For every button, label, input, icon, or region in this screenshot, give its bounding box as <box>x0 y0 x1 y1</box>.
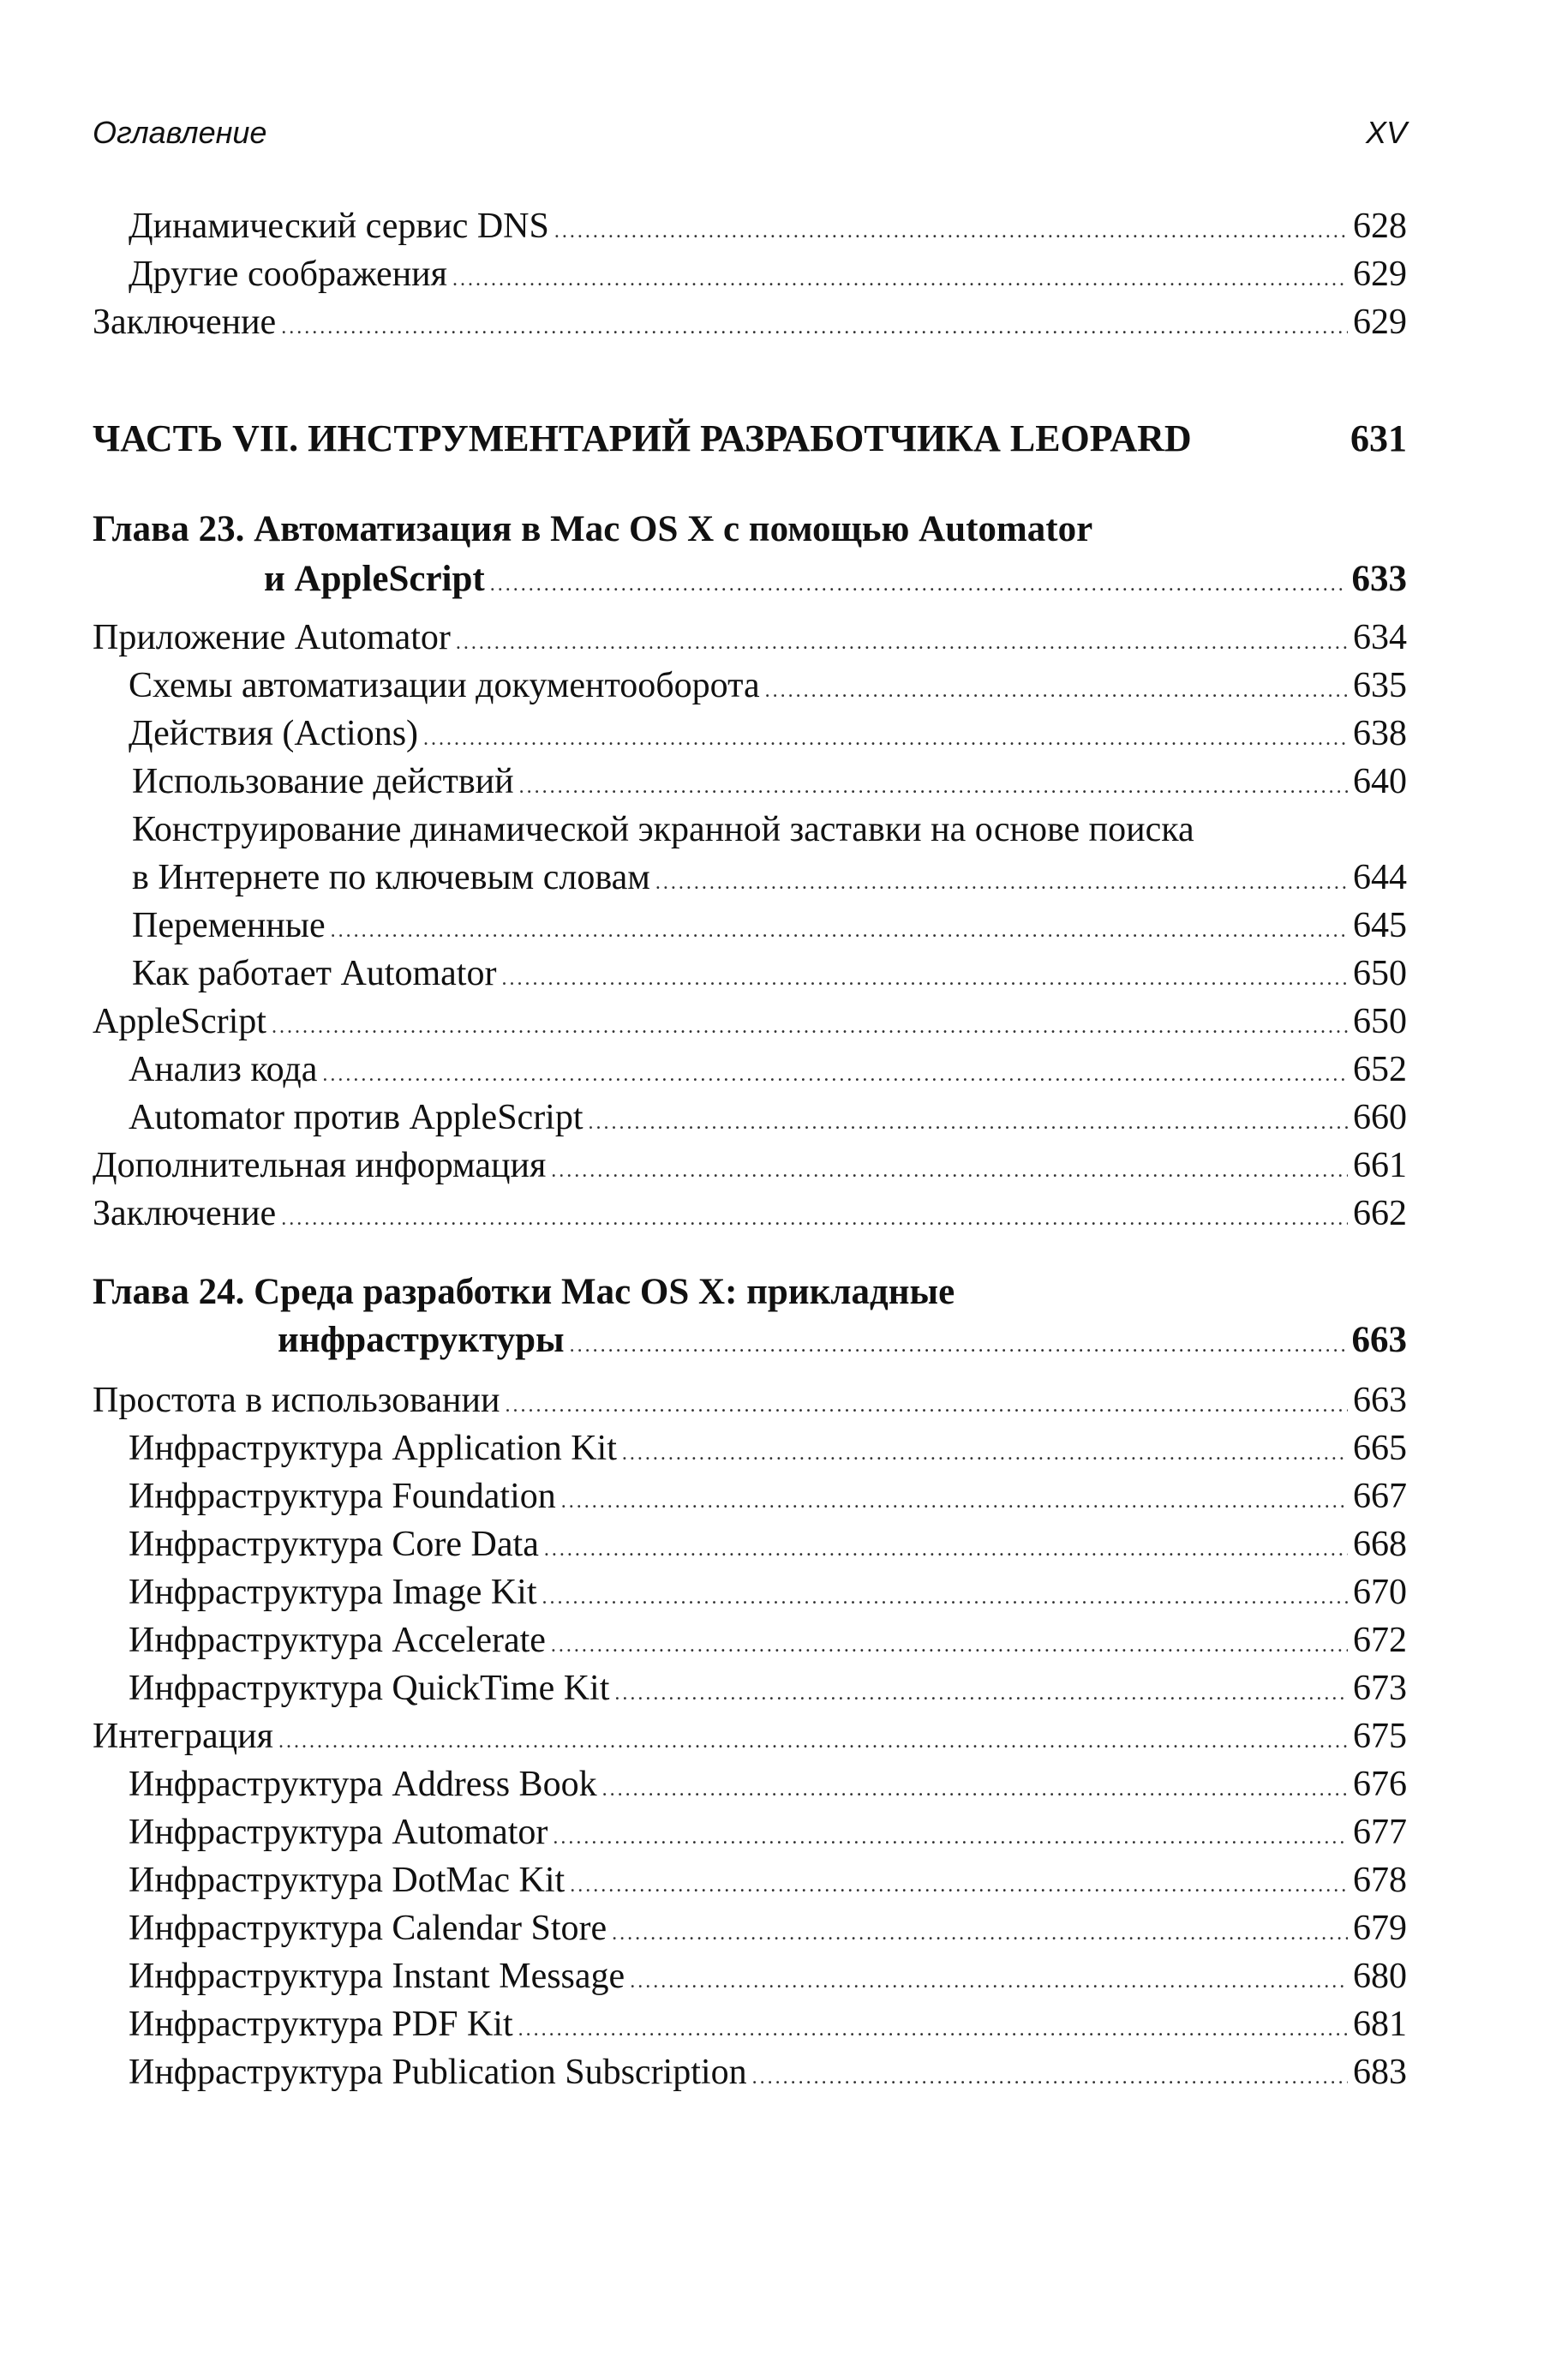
toc-entry-title: Действия (Actions) <box>129 714 419 753</box>
leader-dots <box>501 950 1348 1003</box>
toc-entry[interactable] <box>93 1808 1407 1856</box>
leader-dots <box>544 1520 1348 1574</box>
leader-dots <box>752 2048 1348 2101</box>
toc-entry[interactable] <box>93 1568 1407 1616</box>
toc-entry-page: 634 <box>1353 618 1407 657</box>
toc-entry-wrapped[interactable] <box>93 806 1407 854</box>
toc-entry-page: 640 <box>1353 762 1407 801</box>
leader-dots <box>553 1808 1348 1861</box>
toc-entry[interactable] <box>93 1376 1407 1424</box>
leader-dots <box>281 1190 1348 1243</box>
toc-entry-page: 652 <box>1353 1050 1407 1089</box>
leader-dots <box>622 1424 1348 1478</box>
chapter-24-title-cont: инфраструктуры <box>278 1320 565 1360</box>
chapter-23-page: 633 <box>1351 559 1407 599</box>
toc-entry-page: 672 <box>1353 1621 1407 1660</box>
toc-entry[interactable] <box>93 1664 1407 1712</box>
toc-entry-title: Инфраструктура Automator <box>129 1813 548 1852</box>
toc-entry[interactable] <box>93 1520 1407 1568</box>
running-head <box>93 115 1407 163</box>
toc-entry-title: Инфраструктура Instant Message <box>129 1957 625 1996</box>
toc-entry-title: AppleScript <box>93 1002 266 1041</box>
leader-dots <box>452 250 1348 303</box>
toc-entry-title: Другие соображения <box>129 255 447 294</box>
toc-entry-page: 629 <box>1353 255 1407 294</box>
leader-dots <box>614 1664 1348 1718</box>
part-page: 631 <box>1350 417 1407 459</box>
chapter-23-title-cont: и AppleScript <box>264 559 485 599</box>
leader-dots <box>561 1472 1348 1526</box>
toc-entry-title: Инфраструктура QuickTime Kit <box>129 1669 610 1708</box>
toc-entry[interactable] <box>93 902 1407 950</box>
toc-entry-page: 667 <box>1353 1477 1407 1516</box>
leader-dots <box>490 554 1347 610</box>
toc-entry-page: 678 <box>1353 1861 1407 1900</box>
toc-entry-title: Конструирование динамической экранной заставки на основе поиска <box>132 810 1194 849</box>
toc-entry[interactable] <box>93 614 1407 662</box>
toc-entry[interactable] <box>93 1616 1407 1664</box>
toc-entry-title: Инфраструктура Accelerate <box>129 1621 546 1660</box>
leader-dots <box>456 614 1348 667</box>
leader-dots <box>322 1046 1348 1099</box>
toc-entry-page: 645 <box>1353 906 1407 945</box>
toc-entry-title: Заключение <box>93 1194 277 1233</box>
toc-entry[interactable] <box>93 1046 1407 1094</box>
toc-entry-title: Как работает Automator <box>132 954 497 993</box>
toc-entry-page: 680 <box>1353 1957 1407 1996</box>
leader-dots <box>655 854 1348 907</box>
chapter-24-heading-line2[interactable] <box>93 1315 1407 1366</box>
toc-entry[interactable] <box>93 1094 1407 1142</box>
toc-entry[interactable] <box>93 1142 1407 1190</box>
toc-entry[interactable] <box>93 2048 1407 2096</box>
toc-entry-title: Переменные <box>132 906 326 945</box>
toc-entry-title: Приложение Automator <box>93 618 451 657</box>
toc-entry-title: Интеграция <box>93 1717 273 1756</box>
leader-dots <box>505 1376 1348 1430</box>
leader-dots <box>423 710 1348 763</box>
toc-entry-page: 635 <box>1353 666 1407 705</box>
toc-entry[interactable] <box>93 710 1407 758</box>
leader-dots <box>630 1952 1348 2005</box>
toc-entry-title: Использование действий <box>132 762 514 801</box>
toc-entry-title: Инфраструктура Address Book <box>129 1765 597 1804</box>
toc-entry-page: 638 <box>1353 714 1407 753</box>
chapter-23-heading-line2[interactable] <box>93 554 1407 605</box>
toc-entry-page: 661 <box>1353 1146 1407 1185</box>
toc-entry-page: 662 <box>1353 1194 1407 1233</box>
toc-entry-title: Простота в использовании <box>93 1381 500 1420</box>
toc-entry-title: Инфраструктура PDF Kit <box>129 2005 513 2044</box>
toc-entry[interactable] <box>93 202 1407 250</box>
leader-dots <box>570 1315 1347 1371</box>
running-head-title: Оглавление <box>93 115 267 150</box>
leader-dots <box>589 1094 1348 1147</box>
part-title: ЧАСТЬ VII. ИНСТРУМЕНТАРИЙ РАЗРАБОТЧИКА LEOPARD <box>93 417 1192 459</box>
leader-dots <box>542 1568 1348 1622</box>
toc-entry[interactable] <box>93 1472 1407 1520</box>
leader-dots <box>278 1712 1348 1766</box>
toc-entry-page: 650 <box>1353 954 1407 993</box>
leader-dots <box>272 998 1348 1051</box>
toc-entry[interactable] <box>93 1904 1407 1952</box>
leader-dots <box>518 2000 1348 2053</box>
toc-entry-title: Заключение <box>93 303 277 342</box>
part-heading[interactable] <box>93 411 1407 466</box>
leader-dots <box>570 1856 1348 1909</box>
toc-entry-title: Инфраструктура DotMac Kit <box>129 1861 566 1900</box>
chapter-24-page: 663 <box>1351 1320 1407 1360</box>
toc-entry[interactable] <box>93 854 1407 902</box>
toc-entry-page: 681 <box>1353 2005 1407 2044</box>
leader-dots <box>519 758 1348 811</box>
toc-entry[interactable] <box>93 662 1407 710</box>
toc-entry[interactable] <box>93 1760 1407 1808</box>
chapter-23-heading-line1[interactable]: Глава 23. Автоматизация в Mac OS X с помощью Automator <box>93 509 1093 549</box>
toc-entry-page: 660 <box>1353 1098 1407 1137</box>
toc-entry-page: 628 <box>1353 207 1407 246</box>
toc-entry-title: Динамический сервис DNS <box>129 207 549 246</box>
leader-dots <box>554 202 1348 255</box>
toc-entry-page: 644 <box>1353 858 1407 897</box>
leader-dots <box>765 662 1348 715</box>
toc-entry-title: Инфраструктура Publication Subscription <box>129 2053 747 2092</box>
toc-entry[interactable] <box>93 758 1407 806</box>
toc-entry[interactable] <box>93 1424 1407 1472</box>
toc-entry-title: Инфраструктура Calendar Store <box>129 1909 607 1948</box>
toc-entry[interactable] <box>93 998 1407 1046</box>
toc-entry-page: 665 <box>1353 1429 1407 1468</box>
toc-entry[interactable] <box>93 1190 1407 1238</box>
leader-dots <box>602 1760 1348 1813</box>
toc-entry[interactable] <box>93 950 1407 998</box>
toc-entry[interactable] <box>93 298 1407 346</box>
toc-entry-page: 683 <box>1353 2053 1407 2092</box>
toc-entry[interactable] <box>93 250 1407 298</box>
toc-entry-title: Инфраструктура Core Data <box>129 1525 539 1564</box>
toc-entry-page: 629 <box>1353 303 1407 342</box>
toc-entry-page: 673 <box>1353 1669 1407 1708</box>
toc-entry-page: 679 <box>1353 1909 1407 1948</box>
toc-entry-title: Анализ кода <box>129 1050 318 1089</box>
toc-entry-page: 650 <box>1353 1002 1407 1041</box>
toc-entry[interactable] <box>93 2000 1407 2048</box>
toc-entry-title: Инфраструктура Foundation <box>129 1477 556 1516</box>
leader-dots <box>551 1616 1348 1670</box>
toc-entry-page: 663 <box>1353 1381 1407 1420</box>
page-number: XV <box>1365 115 1407 150</box>
toc-entry[interactable] <box>93 1952 1407 2000</box>
toc-entry-page: 676 <box>1353 1765 1407 1804</box>
toc-entry-page: 675 <box>1353 1717 1407 1756</box>
toc-entry-title: в Интернете по ключевым словам <box>132 858 650 897</box>
leader-dots <box>281 298 1348 351</box>
toc-entry[interactable] <box>93 1856 1407 1904</box>
toc-entry-title: Инфраструктура Image Kit <box>129 1573 537 1612</box>
toc-entry-title: Дополнительная информация <box>93 1146 547 1185</box>
toc-entry-page: 677 <box>1353 1813 1407 1852</box>
chapter-24-heading-line1[interactable]: Глава 24. Среда разработки Mac OS X: прикладные <box>93 1272 955 1312</box>
leader-dots <box>551 1142 1348 1195</box>
toc-entry-title: Automator против AppleScript <box>129 1098 584 1137</box>
toc-entry-title: Инфраструктура Application Kit <box>129 1429 617 1468</box>
toc-entry[interactable] <box>93 1712 1407 1760</box>
leader-dots <box>612 1904 1348 1957</box>
toc-entry-page: 670 <box>1353 1573 1407 1612</box>
toc-entry-page: 668 <box>1353 1525 1407 1564</box>
toc-entry-title: Схемы автоматизации документооборота <box>129 666 760 705</box>
leader-dots <box>331 902 1348 955</box>
